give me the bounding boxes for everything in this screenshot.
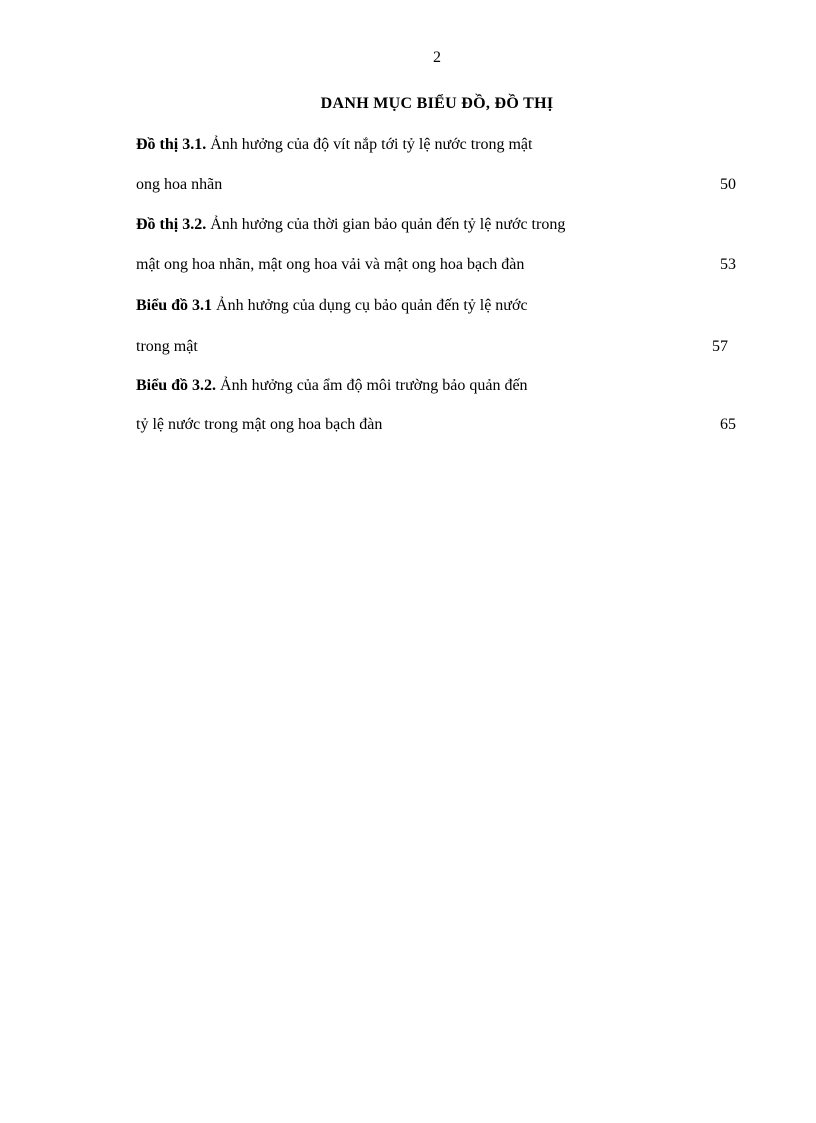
page-reference: 65 — [720, 416, 736, 433]
figure-caption: Ảnh hưởng của dụng cụ bảo quản đến tỷ lệ nước — [212, 297, 528, 314]
figure-caption: Ảnh hưởng của thời gian bảo quản đến tỷ lệ nước trong — [206, 216, 566, 233]
list-item-title-line — [136, 135, 532, 155]
page-reference: 57 — [712, 338, 728, 355]
list-item-continuation: trong mật — [136, 338, 198, 355]
list-item-continuation: mật ong hoa nhãn, mật ong hoa vải và mật ong hoa bạch đàn — [136, 256, 525, 273]
list-item-title-line — [136, 376, 528, 396]
page-reference: 50 — [720, 176, 736, 193]
page-reference: 53 — [720, 256, 736, 273]
figure-label: Đồ thị 3.1. — [136, 136, 207, 153]
list-item-title-line — [136, 296, 528, 316]
figure-caption: Ảnh hưởng của ẩm độ môi trường bảo quản đến — [216, 377, 528, 394]
list-item-continuation: tỷ lệ nước trong mật ong hoa bạch đàn — [136, 416, 383, 433]
page-number: 2 — [433, 49, 441, 66]
list-item-continuation: ong hoa nhãn — [136, 176, 223, 193]
figure-label: Đồ thị 3.2. — [136, 216, 207, 233]
figure-label: Biểu đồ 3.1 — [136, 297, 213, 314]
figure-caption: Ảnh hưởng của độ vít nắp tới tỷ lệ nước trong mật — [206, 136, 533, 153]
list-item-title-line — [136, 215, 565, 235]
figure-label: Biểu đồ 3.2. — [136, 377, 217, 394]
page-title: DANH MỤC BIỂU ĐỒ, ĐỒ THỊ — [320, 95, 554, 112]
